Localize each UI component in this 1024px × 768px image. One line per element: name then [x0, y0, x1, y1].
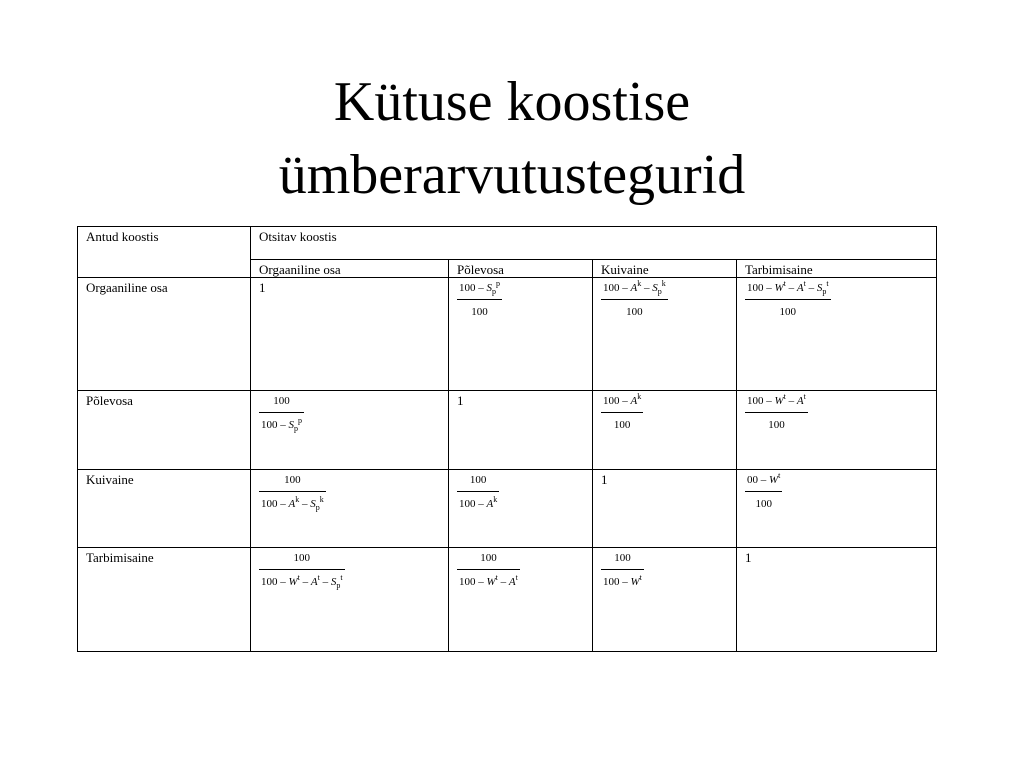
fraction — [457, 474, 499, 511]
fraction-numerator: 100 — [259, 552, 345, 570]
fraction-denominator: 100 — [613, 419, 631, 431]
table-row — [78, 470, 937, 548]
fraction — [745, 471, 782, 511]
title-line-1: Kütuse koostise — [333, 71, 691, 133]
table-cell: 1 — [449, 391, 593, 470]
fraction-numerator: $100 - W^t - A^t$ — [745, 395, 808, 413]
fraction — [601, 552, 644, 589]
row-label: Orgaaniline osa — [78, 278, 251, 391]
fraction — [259, 552, 345, 589]
fraction-denominator: $100 - W^t - A^t$ — [459, 573, 518, 588]
table-cell — [593, 548, 737, 652]
fraction-denominator: $100 - S_p^p$ — [261, 416, 302, 433]
fraction-denominator: 100 — [626, 306, 643, 318]
fraction — [457, 279, 502, 319]
fraction-denominator: 100 — [779, 306, 797, 318]
fraction-numerator: $100 - S_p^p$ — [457, 282, 502, 300]
given-composition-header: Antud koostis — [78, 227, 251, 278]
fraction — [259, 474, 326, 511]
fraction-numerator: $100 - A^k$ — [601, 395, 643, 413]
fraction-numerator: $100 - W^t - A^t - S_p^t$ — [745, 282, 831, 300]
fraction — [745, 279, 831, 319]
fraction-numerator: 100 — [259, 474, 326, 492]
table-cell — [251, 470, 449, 548]
slide-title — [0, 66, 1024, 212]
fraction-numerator: $100 - A^k - S_p^k$ — [601, 282, 668, 300]
row-label: Tarbimisaine — [78, 548, 251, 652]
table-cell — [449, 548, 593, 652]
table-row — [78, 391, 937, 470]
fraction-denominator: $100 - A^k - S_p^k$ — [261, 495, 324, 512]
column-header: Tarbimisaine — [737, 260, 937, 278]
table-row — [78, 548, 937, 652]
column-header: Kuivaine — [593, 260, 737, 278]
fraction — [259, 395, 304, 432]
fraction — [457, 552, 520, 589]
fraction-numerator: 100 — [259, 395, 304, 413]
fraction — [601, 279, 668, 319]
fraction-denominator: $100 - W^t - A^t - S_p^t$ — [261, 573, 343, 590]
fraction-denominator: 100 — [755, 498, 772, 510]
sought-composition-header: Otsitav koostis — [251, 227, 937, 260]
fraction-numerator: 100 — [601, 552, 644, 570]
row-label: Kuivaine — [78, 470, 251, 548]
title-line-2: ümberarvutustegurid — [278, 144, 746, 206]
table-cell: 1 — [251, 278, 449, 391]
fraction-numerator: $00 - W^t$ — [745, 474, 782, 492]
table-cell — [449, 278, 593, 391]
table-cell — [449, 470, 593, 548]
row-label: Põlevosa — [78, 391, 251, 470]
table-cell — [251, 548, 449, 652]
fraction-numerator: 100 — [457, 552, 520, 570]
fraction-denominator: 100 — [471, 306, 488, 318]
fraction-numerator: 100 — [457, 474, 499, 492]
table-cell — [593, 391, 737, 470]
table-cell — [593, 278, 737, 391]
fraction-denominator: 100 — [768, 419, 785, 431]
table-row — [78, 278, 937, 391]
fraction-denominator: $100 - W^t$ — [603, 573, 642, 588]
fraction — [601, 392, 643, 432]
conversion-table — [77, 226, 937, 652]
column-header: Põlevosa — [449, 260, 593, 278]
fraction-denominator: $100 - A^k$ — [459, 495, 498, 510]
table-cell: 1 — [593, 470, 737, 548]
table-cell — [737, 470, 937, 548]
table-cell: 1 — [737, 548, 937, 652]
fraction — [745, 392, 808, 432]
table-cell — [737, 391, 937, 470]
table-cell — [251, 391, 449, 470]
column-header: Orgaaniline osa — [251, 260, 449, 278]
table-cell — [737, 278, 937, 391]
